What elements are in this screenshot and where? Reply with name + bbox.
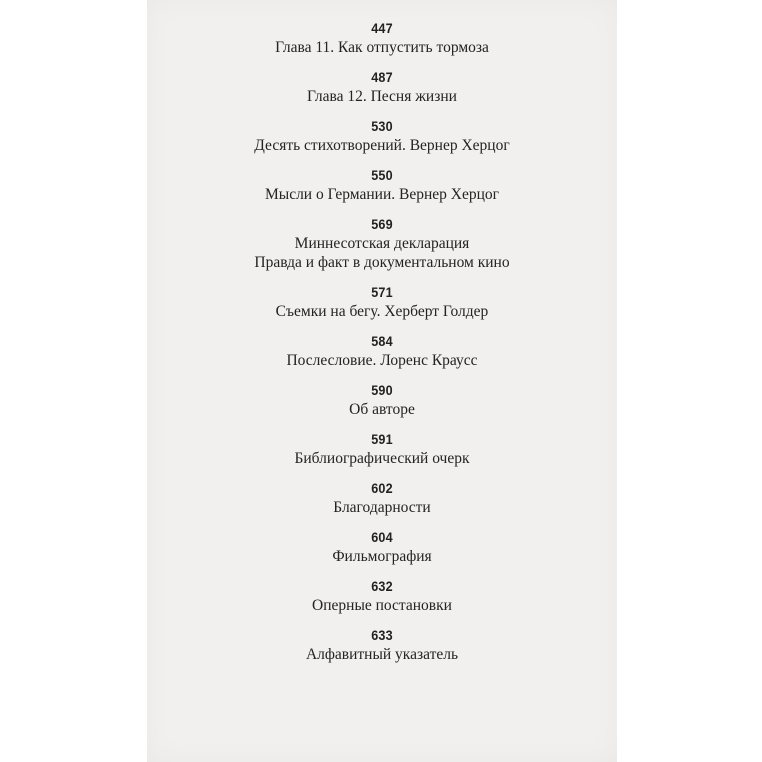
toc-entry (147, 627, 617, 664)
toc-title-continued: Правда и факт в документальном кино (254, 254, 510, 271)
toc-page-number: 569 (371, 216, 393, 232)
toc-title: Глава 11. Как отпустить тормоза (275, 39, 489, 56)
toc-page-number: 530 (371, 118, 393, 134)
toc-title: Об авторе (349, 401, 415, 418)
toc-entry (147, 167, 617, 204)
toc-entry (147, 69, 617, 106)
toc-entry (147, 20, 617, 57)
toc-title: Библиографический очерк (294, 450, 470, 467)
toc-title: Оперные постановки (312, 597, 452, 614)
toc-entry (147, 118, 617, 155)
toc-entry (147, 431, 617, 468)
toc-page-number: 633 (371, 627, 393, 643)
toc-title: Глава 12. Песня жизни (307, 88, 457, 105)
toc-page-number: 590 (371, 382, 393, 398)
toc-page-number: 604 (371, 529, 393, 545)
toc-page-number: 584 (371, 333, 393, 349)
toc-page-number: 602 (371, 480, 393, 496)
toc-entry (147, 284, 617, 321)
toc-title: Миннесотская декларация (294, 235, 470, 252)
toc-entry (147, 382, 617, 419)
toc-title: Съемки на бегу. Херберт Голдер (275, 303, 489, 320)
table-of-contents (147, 20, 617, 676)
toc-entry (147, 529, 617, 566)
toc-title: Фильмография (332, 548, 432, 565)
book-page (147, 0, 617, 762)
toc-entry (147, 480, 617, 517)
toc-page-number: 487 (371, 69, 393, 85)
toc-title: Послесловие. Лоренс Краусс (286, 352, 478, 369)
toc-page-number: 632 (371, 578, 393, 594)
toc-entry (147, 578, 617, 615)
toc-title: Мысли о Германии. Вернер Херцог (265, 186, 499, 203)
toc-entry (147, 333, 617, 370)
toc-title: Десять стихотворений. Вернер Херцог (254, 137, 510, 154)
toc-page-number: 447 (371, 20, 393, 36)
toc-title: Алфавитный указатель (305, 646, 459, 663)
toc-page-number: 550 (371, 167, 393, 183)
toc-title: Благодарности (333, 499, 431, 516)
toc-entry (147, 216, 617, 272)
toc-page-number: 591 (371, 431, 393, 447)
toc-page-number: 571 (371, 284, 393, 300)
